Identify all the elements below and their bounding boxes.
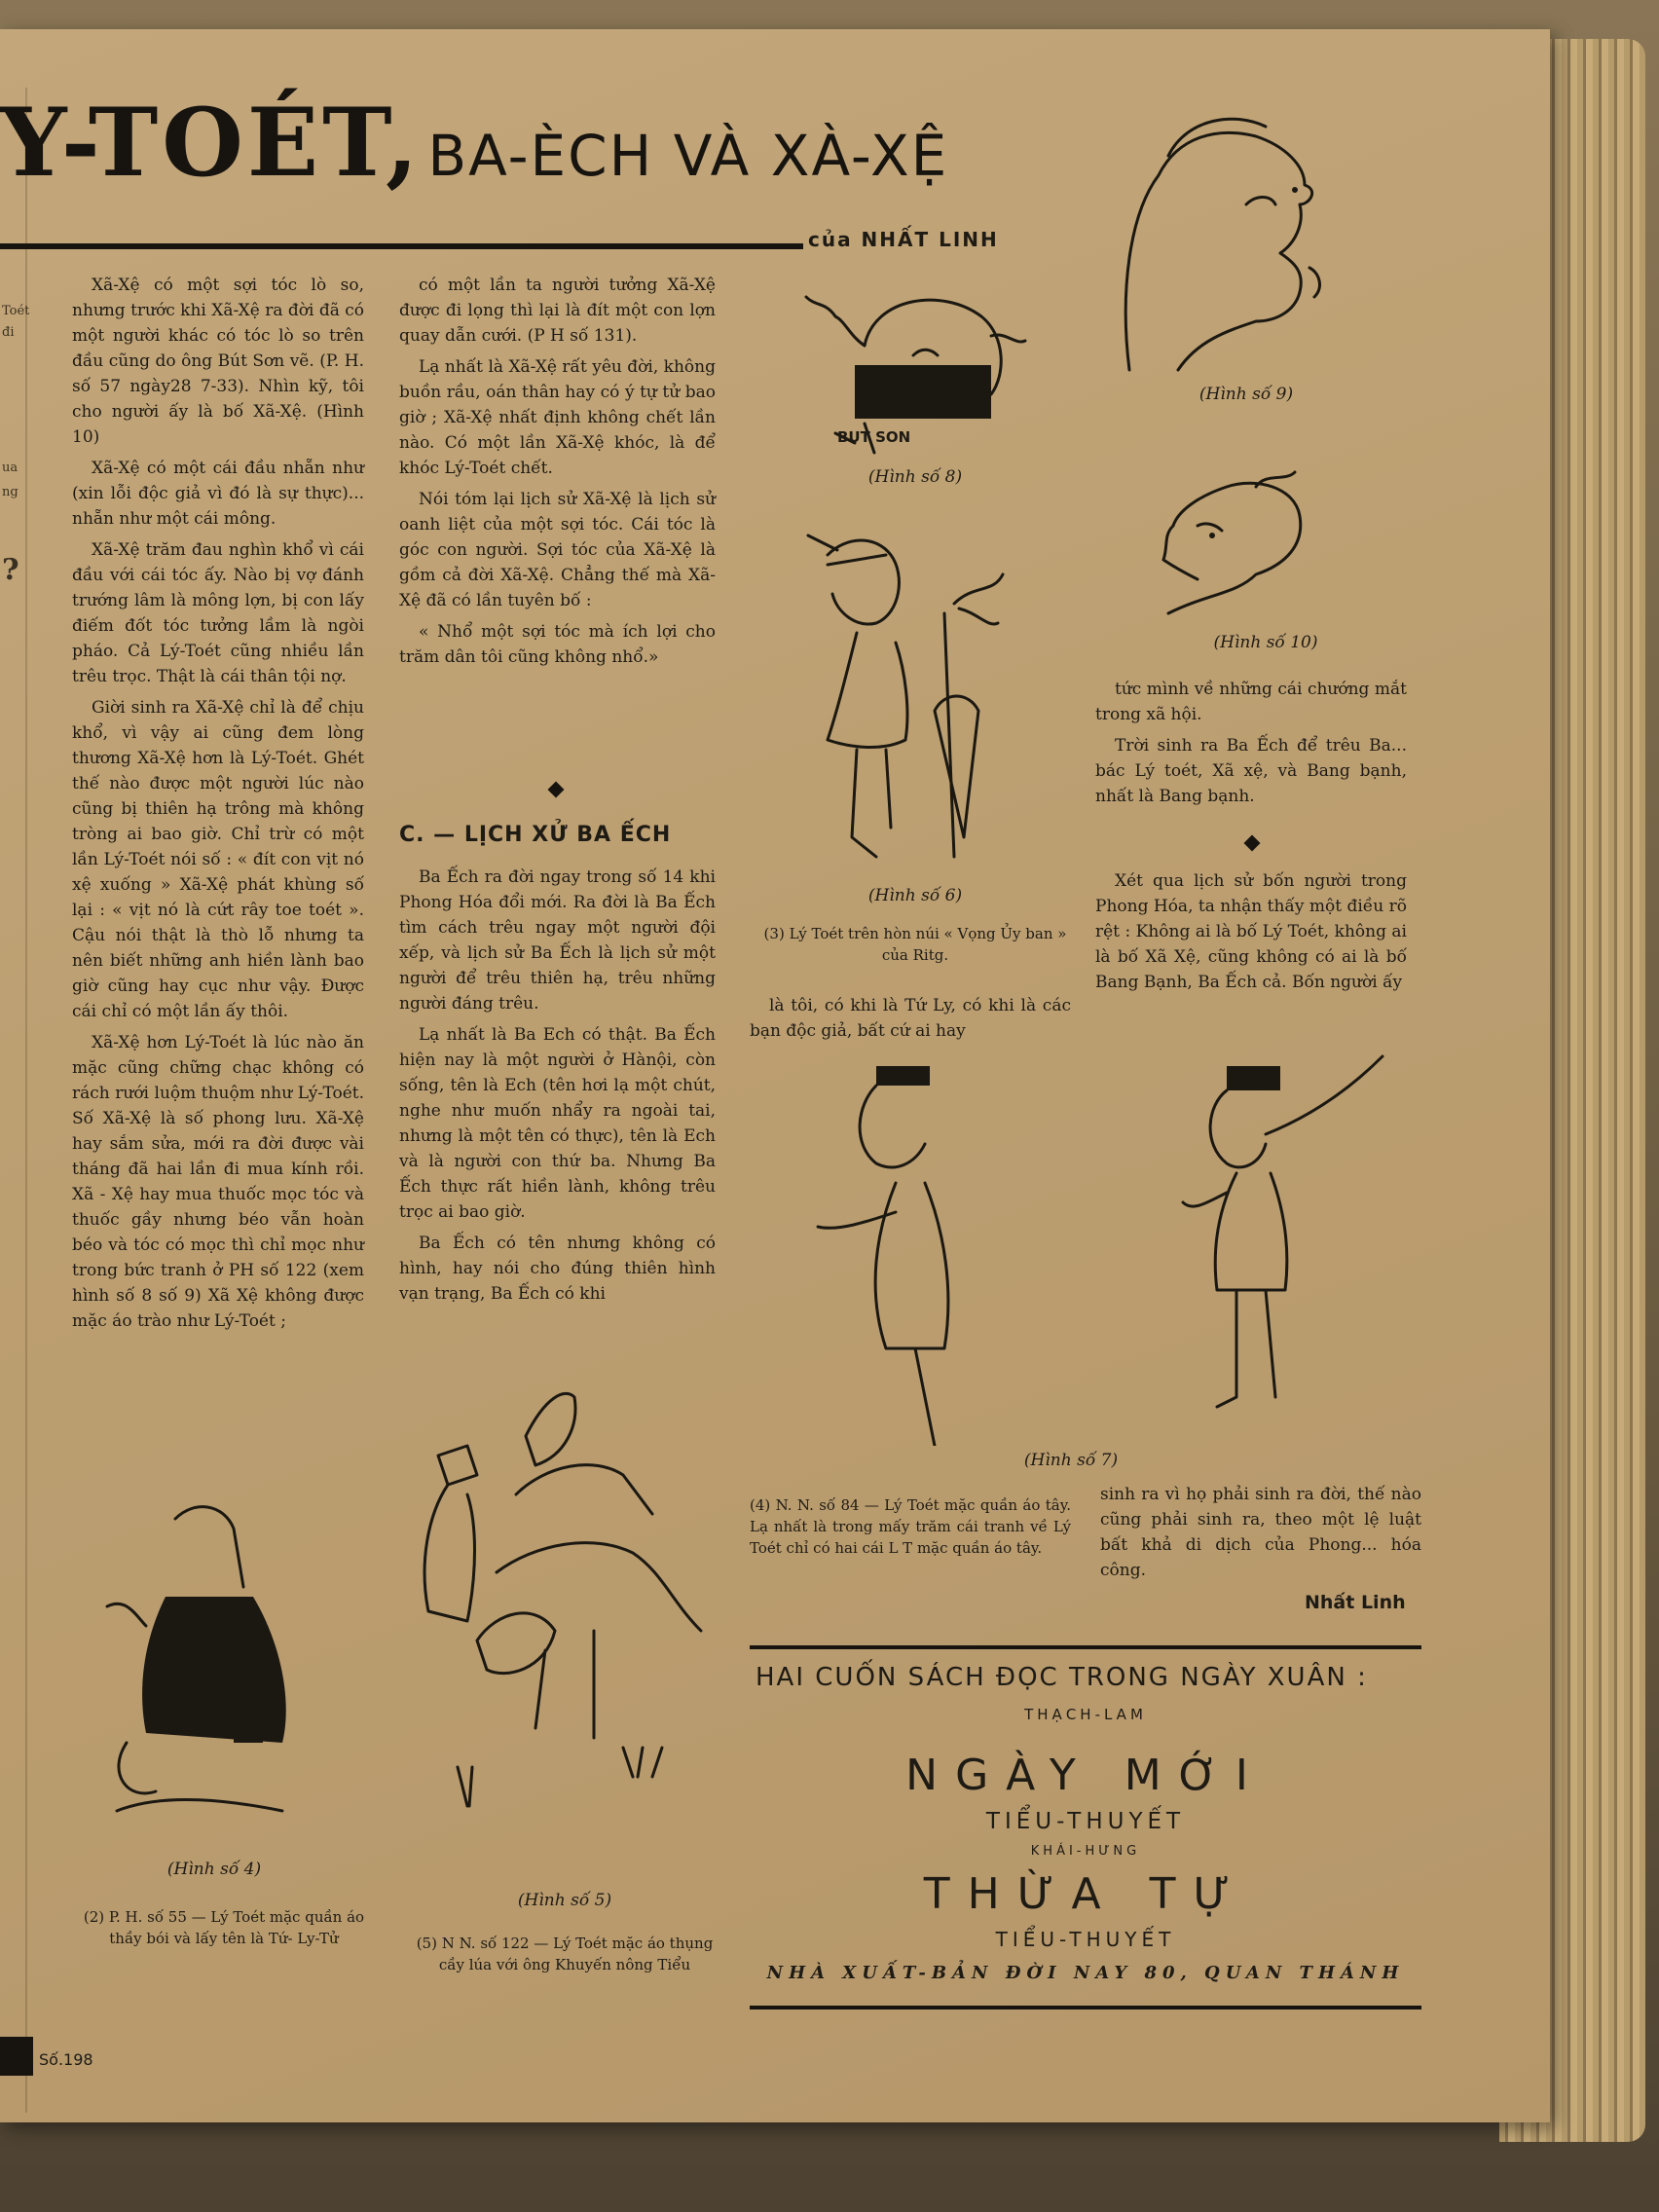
newspaper-page xyxy=(0,29,1550,2122)
paragraph: Lạ nhất là Ba Ech có thật. Ba Ếch hiện nay là một người ở Hànội, còn sống, tên là Ech (tên hơi lạ một chút, nghe như muốn nhẩy ra ngoài tai, nhưng là một tên có thực), tên là Ech và là người con thứ ba. Nhưng Ba Ếch thực rất hiền lành, không trêu trọc ai bao giờ. xyxy=(399,1025,716,1222)
figure-caption: (Hình số 9) xyxy=(1198,385,1294,404)
paragraph: tức mình về những cái chướng mắt trong xã hội. xyxy=(1095,680,1407,724)
previous-page-edge xyxy=(0,88,30,2113)
ad-genre: TIỂU-THUYẾT xyxy=(995,1928,1176,1951)
figure-caption: (Hình số 4) xyxy=(166,1860,262,1879)
page-number: Số.198 xyxy=(39,2050,93,2069)
article-column-1 xyxy=(72,273,364,1340)
paragraph: Giời sinh ra Xã-Xệ chỉ là để chịu khổ, vì vậy ai cũng đem lòng thương Xã-Xệ hơn là Lý-Toét. Ghét thế nào được một người lúc nào cũng bị thiên hạ trông mà không tròng ai bao giờ. Chỉ trừ có một lần Lý-Toét nói số : « đít con vịt nó xệ xuống » Xã-Xệ phát khùng số lại : « vịt nó là cứt rây toe toét ». Cậu nói thật là thò lỗ nhưng ta nên biết những anh hiền lành bao giờ cũng hay cục như vậy. Được cái chỉ có một lần ấy thôi. xyxy=(72,698,364,1021)
paragraph: Xã-Xệ hơn Lý-Toét là lúc nào ăn mặc cũng chững chạc không có rách rưới luộm thuộm như Lý-Toét. Số Xã-Xệ là số phong lưu. Xã-Xệ hay sắm sửa, mới ra đời được vài tháng đã hai lần đi mua kính rồi. Xã - Xệ hay mua thuốc mọc tóc và thuốc gầy nhưng béo vẫn hoàn béo và tóc có mọc thì chỉ mọc như trong bức tranh ở PH số 122 (xem hình số 8 số 9) Xã Xệ không được mặc áo trào như Lý-Toét ; xyxy=(72,1033,364,1331)
paragraph: Xã-Xệ có một sợi tóc lò so, nhưng trước khi Xã-Xệ ra đời đã có một người khác có tóc lò so trên đầu cũng do ông Bút Sơn vẽ. (P. H. số 57 ngày28 7-33). Nhìn kỹ, tôi cho người ấy là bố Xã-Xệ. (Hình 10) xyxy=(72,276,364,447)
article-column-4-cont xyxy=(1095,868,1407,1001)
article-column-2 xyxy=(399,273,716,676)
paragraph: Xã-Xệ có một cái đầu nhẵn như (xin lỗi độc giả vì đó là sự thực)... nhẵn như một cái mông. xyxy=(72,459,364,529)
margin-fragment: Toét xyxy=(2,304,30,318)
headline-main: Y-TOÉT, xyxy=(0,88,423,198)
ad-author: KHÁI-HƯNG xyxy=(1030,1844,1141,1859)
paragraph: « Nhổ một sợi tóc mà ích lợi cho trăm dân tôi cũng không nhổ.» xyxy=(399,622,716,667)
cartoon-figure-10 xyxy=(1139,467,1334,623)
cartoon-figure-9 xyxy=(1110,97,1353,380)
figure-note: (4) N. N. số 84 — Lý Toét mặc quần áo tây. Lạ nhất là trong mấy trăm cái tranh về Lý Toét chỉ có hai cái L T mặc quần áo tây. xyxy=(750,1496,1071,1557)
ad-book-title: NGÀY MỚI xyxy=(905,1751,1266,1800)
paragraph: Ba Ếch ra đời ngay trong số 14 khi Phong Hóa đổi mới. Ra đời là Ba Ếch tìm cách trêu ngay một người đội xếp, và lịch sử Ba Ếch là lịch sử một người để trêu thiên hạ, trêu những người đáng trêu. xyxy=(399,867,716,1014)
ad-publisher: NHÀ XUẤT-BẢN ĐỜI NAY 80, QUAN THÁNH xyxy=(766,1963,1405,1983)
article-column-4 xyxy=(1095,677,1407,815)
paragraph: có một lần ta người tưởng Xã-Xệ được đi lọng thì lại là đít một con lợn quay dẫn cưới. (P H số 131). xyxy=(399,276,716,346)
paragraph: Trời sinh ra Ba Ếch để trêu Ba... bác Lý toét, Xã xệ, và Bang bạnh, nhất là Bang bạnh. xyxy=(1095,736,1407,806)
figure-caption: (Hình số 6) xyxy=(867,886,963,905)
page-corner-logo xyxy=(0,2037,33,2076)
figure-note: (2) P. H. số 55 — Lý Toét mặc quần áo thầy bói và lấy tên là Tứ- Ly-Tử xyxy=(83,1908,365,1947)
paragraph: Lạ nhất là Xã-Xệ rất yêu đời, không buồn rầu, oán thân hay có ý tự tử bao giờ ; Xã-Xệ nhất định không chết lần nào. Có một lần Xã-Xệ khóc, là để khóc Lý-Toét chết. xyxy=(399,357,716,478)
book-advertisement xyxy=(750,1636,1421,2015)
figure-caption: (Hình số 5) xyxy=(517,1891,612,1910)
ad-genre: TIỂU-THUYẾT xyxy=(985,1809,1186,1834)
margin-fragment: đi xyxy=(2,325,15,340)
article-column-2-section xyxy=(399,865,716,1312)
artist-signature: BUT SON xyxy=(837,428,911,446)
figure-caption: (Hình số 8) xyxy=(867,467,963,487)
section-heading: C. — LỊCH XỬ BA ẾCH xyxy=(399,823,672,847)
cartoon-figure-6 xyxy=(798,516,1022,866)
cartoon-figure-8 xyxy=(796,268,1050,462)
ad-top-rule xyxy=(750,1645,1421,1649)
figure-note: (3) Lý Toét trên hòn núi « Vọng Ủy ban » của Ritg. xyxy=(763,925,1067,964)
figure-caption: (Hình số 7) xyxy=(1023,1451,1119,1470)
ad-heading: HAI CUỐN SÁCH ĐỌC TRONG NGÀY XUÂN : xyxy=(756,1663,1368,1692)
margin-fragment: ? xyxy=(2,553,19,587)
figure-caption: (Hình số 10) xyxy=(1213,633,1318,652)
article-column-4-end xyxy=(1100,1482,1421,1589)
paragraph: Nói tóm lại lịch sử Xã-Xệ là lịch sử oanh liệt của một sợi tóc. Cái tóc là góc con người. Sợi tóc của Xã-Xệ là gồm cả đời Xã-Xệ. Chẳng thế mà Xã-Xệ đã có lần tuyên bố : xyxy=(399,490,716,610)
paragraph: sinh ra vì họ phải sinh ra đời, thế nào cũng phải sinh ra, theo một lệ luật bất khả di dịch của Phong... hóa công. xyxy=(1100,1485,1421,1580)
ad-book-title: THỪA TỰ xyxy=(923,1869,1248,1919)
cartoon-figure-5 xyxy=(399,1378,711,1835)
margin-fragment: ng xyxy=(2,485,18,499)
section-divider-ornament xyxy=(548,782,565,798)
paragraph: Ba Ếch có tên nhưng không có hình, hay nói cho đúng thiên hình vạn trạng, Ba Ếch có khi xyxy=(399,1234,716,1304)
byline: của NHẤT LINH xyxy=(808,228,999,251)
ad-author: THẠCH-LAM xyxy=(1024,1706,1147,1723)
cartoon-figure-7 xyxy=(808,1037,1412,1446)
headline xyxy=(0,88,948,198)
cartoon-figure-4 xyxy=(88,1490,341,1830)
author-signature: Nhất Linh xyxy=(1305,1592,1406,1613)
margin-fragment: ua xyxy=(2,461,18,475)
headline-secondary: BA-ÈCH VÀ XÀ-XỆ xyxy=(427,123,949,189)
paragraph: Xét qua lịch sử bốn người trong Phong Hóa, ta nhận thấy một điều rõ rệt : Không ai là bố Lý Toét, không ai là bố Xã Xệ, cũng không có ai là bố Bang Bạnh, Ba Ếch cả. Bốn người ấy xyxy=(1095,871,1407,992)
paragraph: là tôi, có khi là Tứ Ly, có khi là các bạn độc giả, bất cứ ai hay xyxy=(750,996,1071,1041)
ad-bottom-rule xyxy=(750,2006,1421,2009)
headline-rule xyxy=(0,243,803,249)
section-divider-ornament xyxy=(1244,835,1261,852)
figure-note: (5) N N. số 122 — Lý Toét mặc áo thụng cầy lúa với ông Khuyến nông Tiểu xyxy=(416,1935,714,1973)
paragraph: Xã-Xệ trăm đau nghìn khổ vì cái đầu với cái tóc ấy. Nào bị vợ đánh trướng lâm là mông lợn, bị con lấy điếm đốt tóc tưởng lầm là ngòi pháo. Cả Lý-Toét cũng nhiều lần trêu trọc. Thật là cái thân tội nợ. xyxy=(72,540,364,686)
